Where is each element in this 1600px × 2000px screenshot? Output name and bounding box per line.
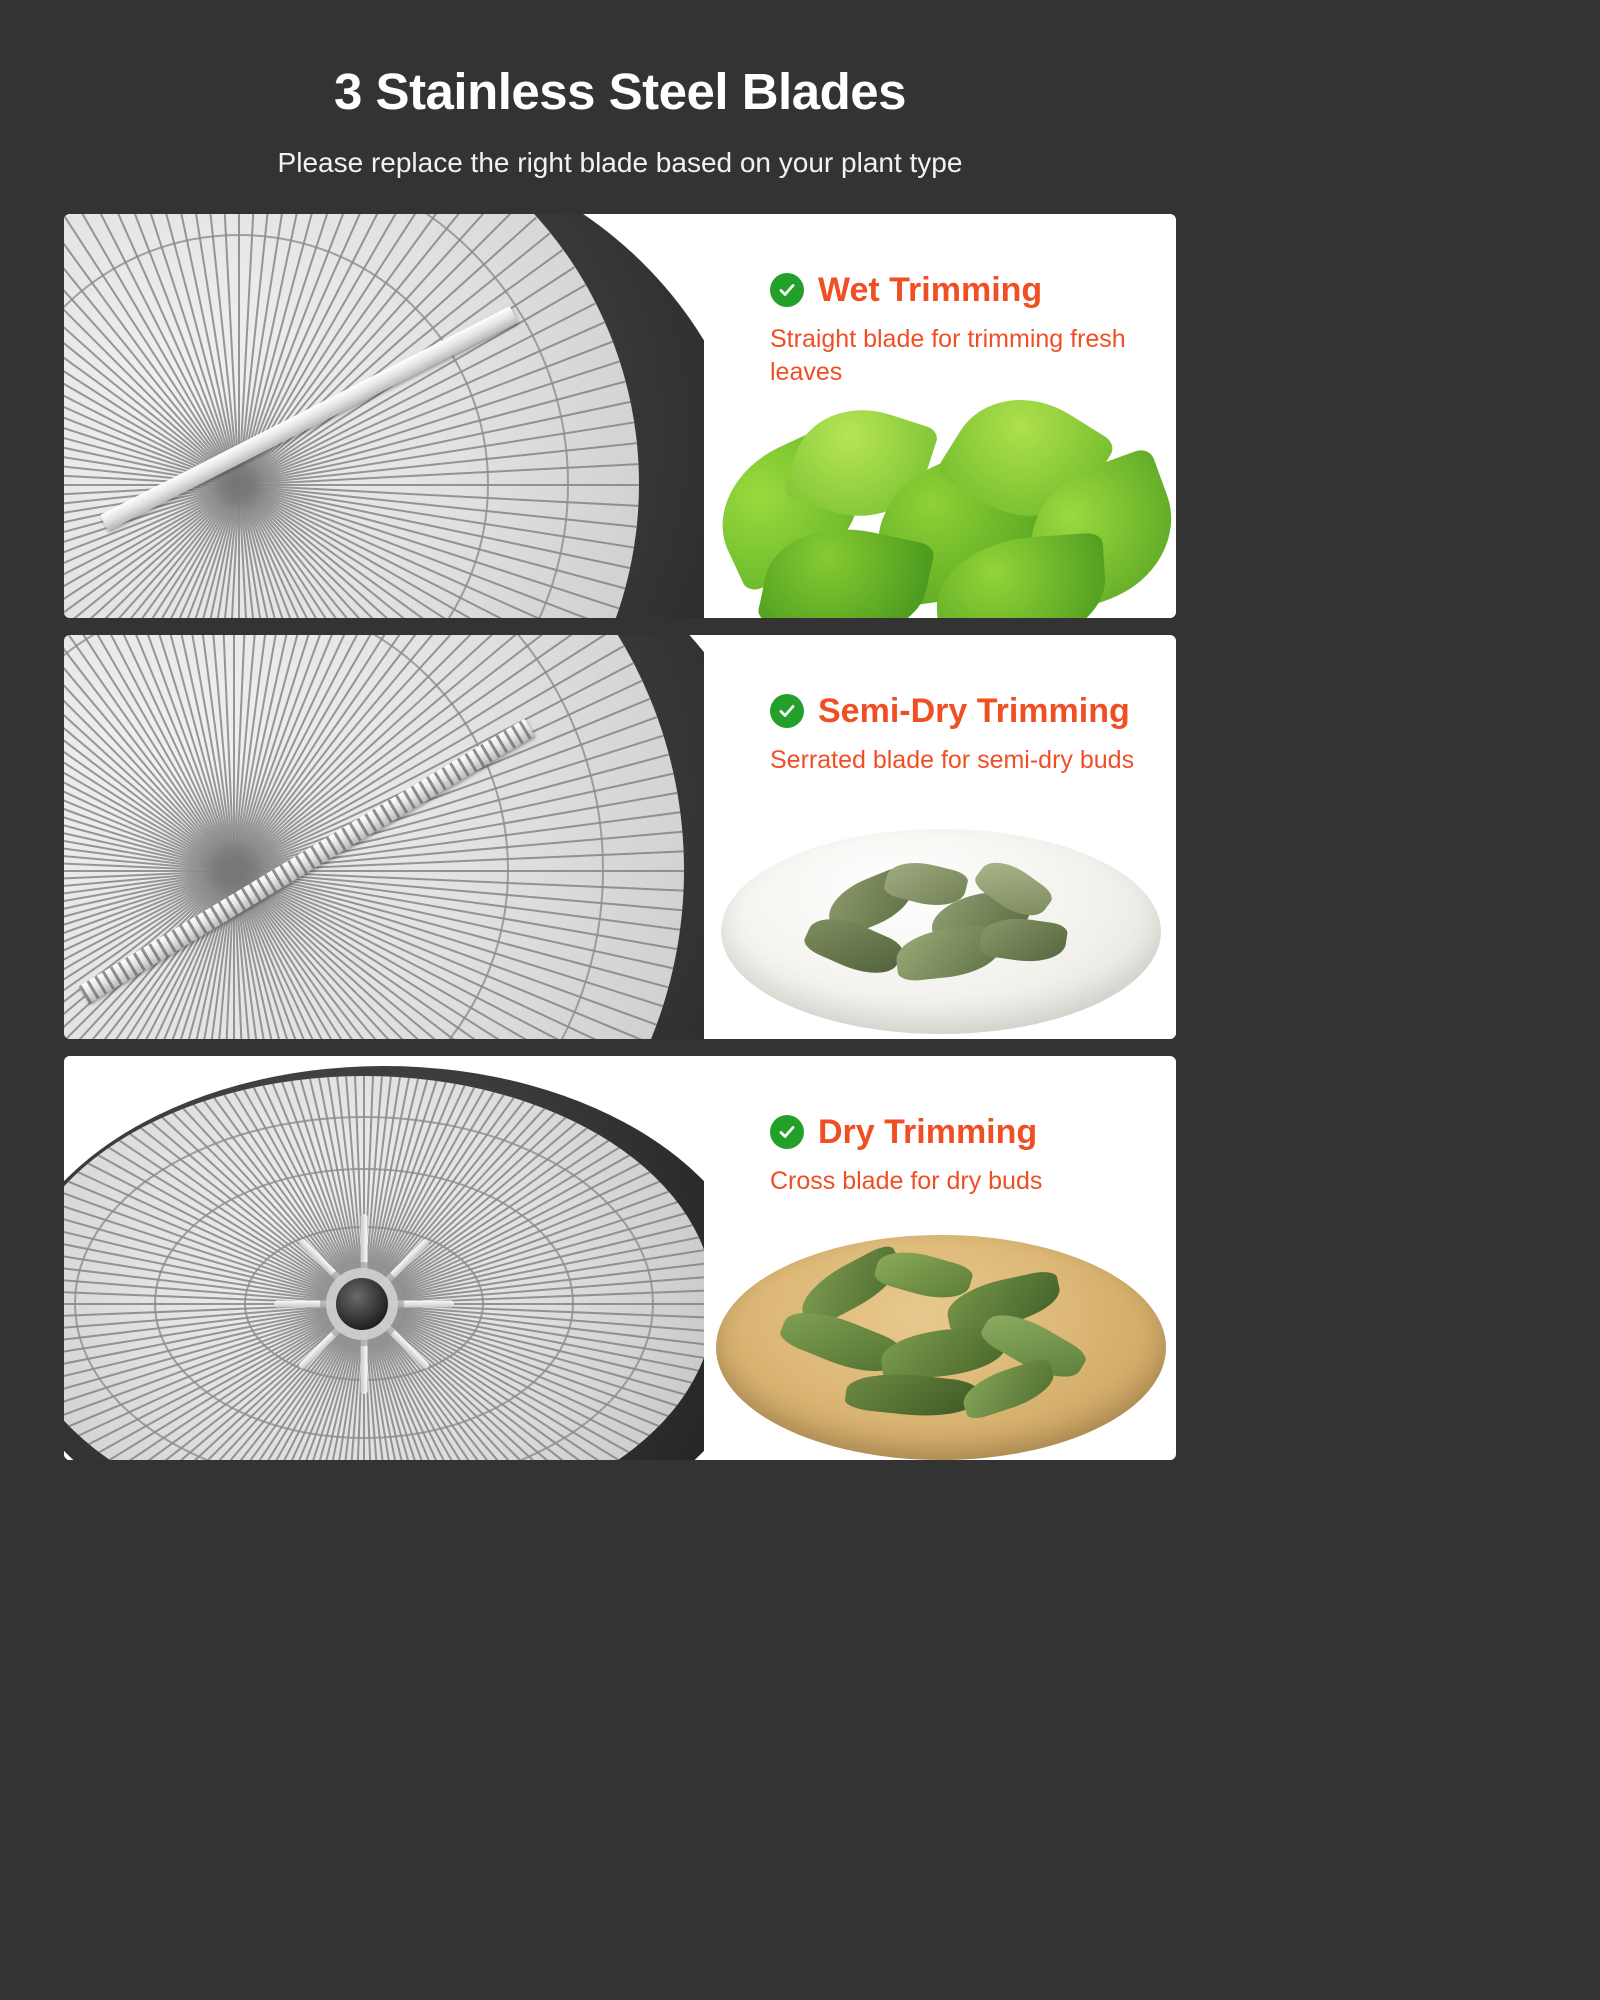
cross-blade-drum-photo bbox=[64, 1056, 704, 1460]
dry-leaves-in-wooden-bowl-photo bbox=[706, 1210, 1176, 1460]
check-circle-icon bbox=[770, 273, 804, 307]
semi-dry-buds-in-white-bowl-photo bbox=[706, 809, 1176, 1039]
page-header bbox=[0, 0, 1240, 180]
check-circle-icon bbox=[770, 1115, 804, 1149]
blade-info-wet-trimming bbox=[704, 214, 1176, 618]
fresh-green-leaves-photo bbox=[706, 388, 1176, 618]
blade-title-row bbox=[770, 272, 1176, 309]
blade-card-list bbox=[0, 214, 1240, 1460]
blade-card-semi-dry-trimming bbox=[64, 635, 1176, 1039]
blade-card-wet-trimming bbox=[64, 214, 1176, 618]
page-subtitle: Please replace the right blade based on your plant type bbox=[277, 147, 963, 179]
blade-description: Serrated blade for semi-dry buds bbox=[770, 746, 1135, 775]
page-title: 3 Stainless Steel Blades bbox=[334, 63, 906, 120]
blade-description: Straight blade for trimming fresh leaves bbox=[770, 325, 1126, 386]
blade-title: Semi-Dry Trimming bbox=[818, 691, 1130, 730]
blade-card-dry-trimming bbox=[64, 1056, 1176, 1460]
blade-title: Wet Trimming bbox=[818, 270, 1043, 309]
straight-blade-drum-photo bbox=[64, 214, 704, 618]
blade-info-dry-trimming bbox=[704, 1056, 1176, 1460]
blade-info-semi-dry-trimming bbox=[704, 635, 1176, 1039]
blade-title: Dry Trimming bbox=[818, 1112, 1038, 1151]
blade-title-row bbox=[770, 693, 1176, 730]
check-circle-icon bbox=[770, 694, 804, 728]
blade-title-row bbox=[770, 1114, 1176, 1151]
blade-description: Cross blade for dry buds bbox=[770, 1167, 1043, 1196]
serrated-blade-drum-photo bbox=[64, 635, 704, 1039]
